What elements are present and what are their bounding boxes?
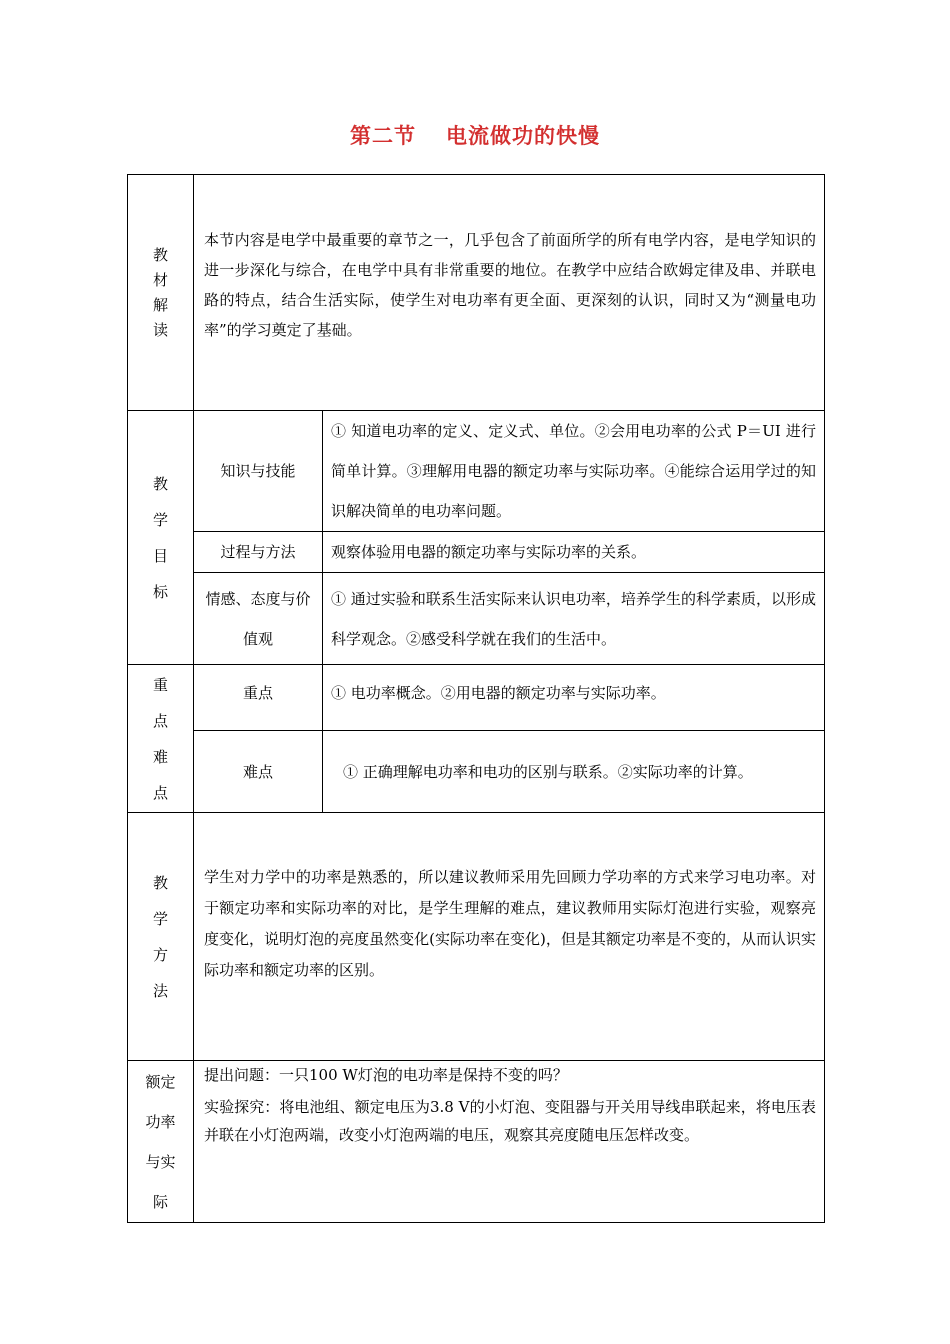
material-content <box>194 175 825 411</box>
key-content <box>323 665 825 731</box>
hard-label: 难点 <box>194 731 323 813</box>
label-char: 教 <box>152 873 168 892</box>
rated-line1: 提出问题：一只100 W灯泡的电功率是保持不变的吗？ <box>204 1066 568 1084</box>
keypoints-label <box>128 665 194 813</box>
material-text: 本节内容是电学中最重要的章节之一，几乎包含了前面所学的所有电学内容，是电学知识的进一步深化与综合，在电学中具有非常重要的地位。在教学中应结合欧姆定律及串、并联电路的特点，结合生活实际，使学生对电功率有更全面、更深刻的认识，同时又为“测量电功率”的学习奠定了基础。 <box>204 230 817 339</box>
row-key <box>128 665 825 731</box>
row-material <box>128 175 825 411</box>
label-char: 学 <box>152 909 168 928</box>
label-char: 教 <box>152 245 168 264</box>
title-section: 第二节 <box>350 124 416 148</box>
label-char: 法 <box>152 981 168 1000</box>
label-char: 目 <box>152 546 168 565</box>
material-label <box>128 175 194 411</box>
rated-content <box>194 1061 825 1223</box>
key-text: ① 电功率概念。②用电器的额定功率与实际功率。 <box>331 684 666 702</box>
label-char: 额定 <box>145 1072 176 1091</box>
label-char: 重 <box>152 675 168 694</box>
hard-content <box>323 731 825 813</box>
rated-line2: 实验探究：将电池组、额定电压为3.8 V的小灯泡、变阻器与开关用导线串联起来，将电压表并联在小灯泡两端，改变小灯泡两端的电压，观察其亮度随电压怎样改变。 <box>204 1098 817 1144</box>
label-char: 方 <box>152 945 168 964</box>
key-label: 重点 <box>194 665 323 731</box>
emotion-content <box>323 573 825 665</box>
knowledge-text: ① 知道电功率的定义、定义式、单位。②会用电功率的公式 P＝UI 进行简单计算。③理解用电器的额定功率与实际功率。④能综合运用学过的知识解决简单的电功率问题。 <box>331 422 817 520</box>
row-method <box>128 813 825 1061</box>
label-char: 教 <box>152 474 168 493</box>
label-char: 与实 <box>145 1152 176 1171</box>
hard-text: ① 正确理解电功率和电功的区别与联系。②实际功率的计算。 <box>343 762 753 781</box>
emotion-label: 情感、态度与价值观 <box>205 589 311 648</box>
title-topic: 电流做功的快慢 <box>446 124 600 148</box>
method-label <box>128 813 194 1061</box>
emotion-label-cell <box>194 573 323 665</box>
row-rated <box>128 1061 825 1223</box>
method-text: 学生对力学中的功率是熟悉的，所以建议教师采用先回顾力学功率的方式来学习电功率。对于额定功率和实际功率的对比，是学生理解的难点，建议教师用实际灯泡进行实验，观察亮度变化，说明灯泡的亮度虽然变化(实际功率在变化)，但是其额定功率是不变的，从而认识实际功率和额定功率的区别。 <box>204 867 817 979</box>
label-char: 标 <box>152 582 168 601</box>
goals-label <box>128 411 194 665</box>
label-char: 学 <box>152 510 168 529</box>
label-char: 点 <box>152 783 168 802</box>
row-hard <box>128 731 825 813</box>
page-title <box>0 120 950 150</box>
method-content <box>194 813 825 1061</box>
process-content <box>323 532 825 573</box>
row-goals-emotion <box>128 573 825 665</box>
label-char: 解 <box>152 295 168 314</box>
rated-label <box>128 1061 194 1223</box>
label-char: 际 <box>152 1192 168 1211</box>
label-char: 功率 <box>145 1112 176 1131</box>
row-goals-process <box>128 532 825 573</box>
knowledge-content <box>323 411 825 532</box>
lesson-plan-table <box>127 174 825 1223</box>
label-char: 难 <box>152 747 168 766</box>
label-char: 材 <box>152 270 168 289</box>
process-text: 观察体验用电器的额定功率与实际功率的关系。 <box>331 543 647 561</box>
label-char: 点 <box>152 711 168 730</box>
emotion-text: ① 通过实验和联系生活实际来认识电功率，培养学生的科学素质，以形成科学观念。②感受科学就在我们的生活中。 <box>331 589 817 648</box>
label-char: 读 <box>152 320 168 339</box>
row-goals-knowledge <box>128 411 825 532</box>
process-label: 过程与方法 <box>194 532 323 573</box>
knowledge-label: 知识与技能 <box>194 411 323 532</box>
